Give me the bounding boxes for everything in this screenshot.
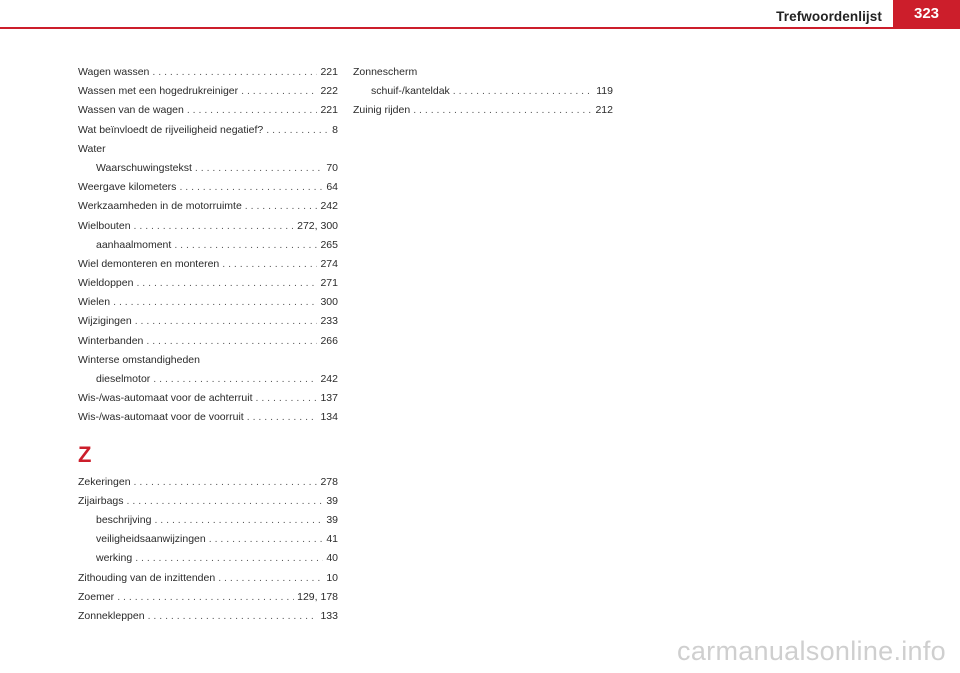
index-entry (353, 101, 613, 120)
index-entry (78, 389, 338, 408)
index-entry (78, 121, 338, 140)
dot-leader (134, 217, 295, 236)
index-page-ref: 40 (326, 552, 338, 565)
index-page-ref: 133 (320, 609, 338, 622)
index-term: Wagen wassen (78, 66, 150, 78)
dot-leader (148, 607, 318, 626)
index-entry (78, 236, 338, 255)
index-entry (78, 312, 338, 331)
index-entry (78, 408, 338, 427)
dot-leader (174, 236, 317, 255)
index-term: Wielbouten (78, 219, 131, 232)
index-page-ref: 266 (320, 334, 338, 347)
index-term: Wieldoppen (78, 277, 134, 290)
index-term: Wijzigingen (78, 315, 132, 328)
dot-leader (255, 389, 317, 408)
index-list-right (353, 63, 613, 121)
index-entry (78, 607, 338, 626)
index-page-ref: 8 (332, 123, 338, 136)
index-entry (78, 569, 338, 588)
dot-leader (187, 101, 318, 120)
dot-leader (413, 101, 592, 120)
watermark-text: carmanualsonline.info (677, 636, 946, 666)
index-page-ref: 221 (320, 104, 338, 117)
dot-leader (245, 197, 318, 216)
index-page-ref: 271 (320, 277, 338, 290)
index-term: Winterse omstandigheden (78, 353, 200, 366)
index-column-right (353, 63, 613, 121)
index-term: Zonnescherm (353, 66, 418, 78)
dot-leader (135, 312, 318, 331)
index-page-ref: 10 (326, 571, 338, 584)
index-entry (78, 492, 338, 511)
index-term: werking (96, 552, 133, 565)
index-entry (78, 140, 338, 159)
index-entry (78, 293, 338, 312)
index-entry (78, 159, 338, 178)
section-letter: Z (78, 441, 92, 467)
index-page-ref: 278 (320, 475, 338, 488)
index-entry (78, 197, 338, 216)
page-title: Trefwoordenlijst (776, 9, 882, 24)
header-rule (0, 27, 960, 29)
dot-leader (113, 293, 317, 312)
index-entry (78, 178, 338, 197)
index-term: schuif-/kanteldak (371, 85, 450, 98)
index-entry (78, 473, 338, 492)
index-page-ref: 64 (326, 181, 338, 194)
index-list-z (78, 473, 338, 627)
dot-leader (152, 63, 317, 82)
index-entry (78, 332, 338, 351)
index-entry (78, 370, 338, 389)
index-page-ref: 274 (320, 257, 338, 270)
index-entry (78, 549, 338, 568)
index-term: Wielen (78, 296, 111, 309)
dot-leader (266, 121, 329, 140)
index-term: Water (78, 142, 106, 155)
index-term: Weergave kilometers (78, 181, 177, 194)
index-page-ref: 134 (320, 411, 338, 424)
dot-leader (241, 82, 317, 101)
index-entry (78, 274, 338, 293)
index-term: Wis-/was-automaat voor de voorruit (78, 411, 244, 424)
dot-leader (453, 82, 593, 101)
index-term: veiligheidsaanwijzingen (96, 533, 206, 546)
index-term: aanhaalmoment (96, 238, 172, 251)
index-page-ref: 265 (320, 238, 338, 251)
index-entry (78, 351, 338, 370)
index-page-ref: 212 (595, 104, 613, 117)
index-entry (78, 255, 338, 274)
index-page-ref: 137 (320, 392, 338, 405)
index-entry (353, 82, 613, 101)
page-number-tab: 323 (893, 0, 960, 27)
index-term: Wiel demonteren en monteren (78, 257, 220, 270)
index-page-ref: 41 (326, 533, 338, 546)
index-entry (353, 63, 613, 82)
index-term: Wassen van de wagen (78, 104, 184, 117)
index-entry (78, 530, 338, 549)
dot-leader (195, 159, 323, 178)
index-term: Winterbanden (78, 334, 144, 347)
index-page-ref: 70 (326, 161, 338, 174)
index-page-ref: 39 (326, 513, 338, 526)
index-page-ref: 129, 178 (297, 590, 338, 603)
index-term: Werkzaamheden in de motorruimte (78, 200, 242, 213)
index-page-ref: 272, 300 (297, 219, 338, 232)
index-entry (78, 588, 338, 607)
dot-leader (218, 569, 323, 588)
index-entry (78, 82, 338, 101)
index-page-ref: 119 (596, 85, 613, 98)
index-term: Zijairbags (78, 494, 124, 507)
dot-leader (117, 588, 294, 607)
index-page-ref: 300 (320, 296, 338, 309)
index-page-ref: 242 (320, 200, 338, 213)
index-term: Wassen met een hogedrukreiniger (78, 85, 239, 98)
index-page-ref: 222 (320, 85, 338, 98)
dot-leader (209, 530, 324, 549)
index-term: Zekeringen (78, 475, 131, 488)
dot-leader (134, 473, 318, 492)
index-list-w (78, 63, 338, 428)
dot-leader (222, 255, 317, 274)
index-page-ref: 39 (326, 494, 338, 507)
dot-leader (179, 178, 323, 197)
dot-leader (136, 274, 317, 293)
index-page-ref: 242 (320, 373, 338, 385)
index-term: Zithouding van de inzittenden (78, 571, 216, 584)
index-entry (78, 217, 338, 236)
index-page-ref: 233 (320, 315, 338, 328)
index-entry (78, 101, 338, 120)
index-term: Wis-/was-automaat voor de achterruit (78, 392, 253, 405)
dot-leader (153, 370, 317, 389)
dot-leader (247, 408, 318, 427)
index-entry (78, 63, 338, 82)
index-column-left (78, 63, 338, 626)
dot-leader (135, 549, 323, 568)
dot-leader (127, 492, 324, 511)
index-page-ref: 221 (320, 66, 338, 78)
dot-leader (154, 511, 323, 530)
index-term: Zonnekleppen (78, 609, 145, 622)
index-term: Zoemer (78, 590, 115, 603)
index-term: Zuinig rijden (353, 104, 411, 117)
index-term: Wat beïnvloedt de rijveiligheid negatief? (78, 123, 264, 136)
index-term: beschrijving (96, 513, 152, 526)
dot-leader (146, 332, 317, 351)
index-term: dieselmotor (96, 373, 151, 385)
index-term: Waarschuwingstekst (96, 161, 192, 174)
index-entry (78, 511, 338, 530)
